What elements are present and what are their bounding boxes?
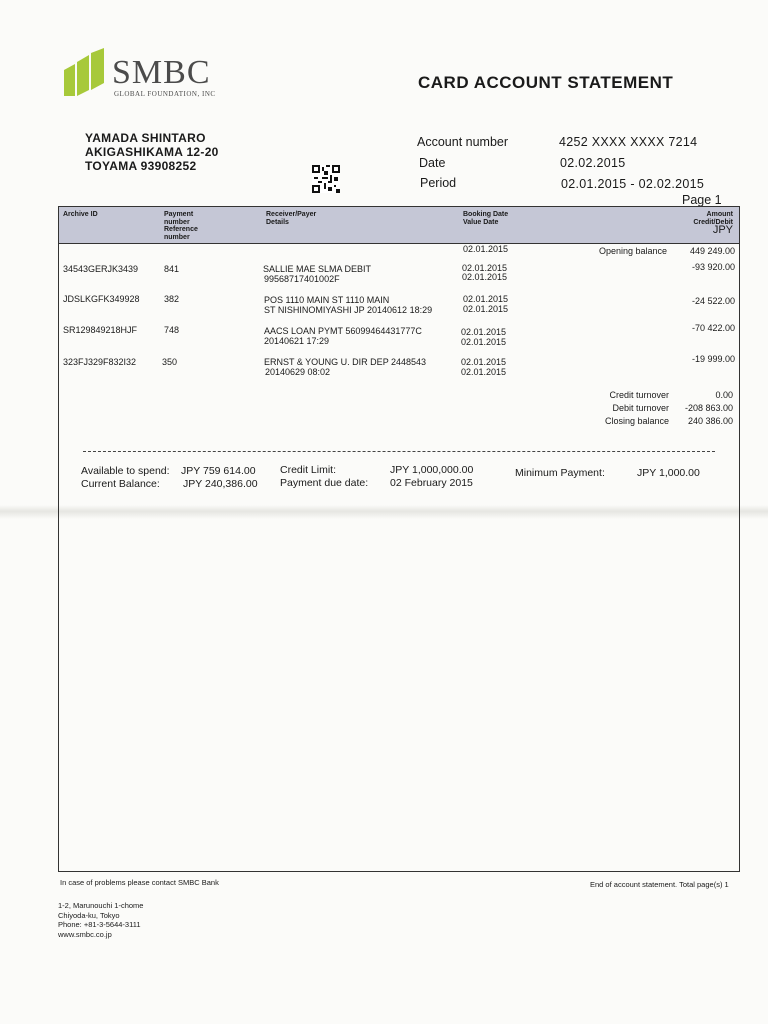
header-details-line: Receiver/Payer <box>266 211 317 218</box>
bank-address-line2: Chiyoda-ku, Tokyo <box>58 910 120 920</box>
row-details-line2: 20140621 17:29 <box>264 336 330 346</box>
opening-amount: 449 249.00 <box>689 246 735 256</box>
minimum-payment-value: JPY 1,000.00 <box>637 467 700 479</box>
available-label: Available to spend: <box>81 465 170 477</box>
header-currency: JPY <box>712 224 733 236</box>
row-archive-id: 323FJ329F832I32 <box>63 357 137 367</box>
header-dates-line: Booking Date <box>463 211 509 218</box>
closing-balance-value: 240 386.00 <box>687 416 733 426</box>
header-amount-line: Amount <box>706 211 733 218</box>
credit-limit-label: Credit Limit: <box>280 464 337 476</box>
row-details-line2: 99568717401002F <box>264 274 340 284</box>
period-label: Period <box>420 176 457 190</box>
row-details-line1: ERNST & YOUNG U. DIR DEP 2448543 <box>264 357 427 367</box>
date-value: 02.02.2015 <box>560 156 626 170</box>
bank-phone: Phone: +81-3-5644-3111 <box>58 920 141 929</box>
customer-address-line1: AKIGASHIKAMA 12-20 <box>85 145 219 159</box>
row-archive-id: JDSLKGFK349928 <box>63 294 140 304</box>
row-booking-date: 02.01.2015 <box>462 263 508 273</box>
page-number: Page 1 <box>682 193 722 207</box>
row-booking-date: 02.01.2015 <box>463 294 509 304</box>
header-amount <box>693 211 733 235</box>
row-archive-id: 34543GERJK3439 <box>63 264 139 274</box>
payment-due-value: 02 February 2015 <box>390 477 473 489</box>
header-payment <box>164 211 198 241</box>
table-header <box>59 207 739 244</box>
row-archive-id: SR129849218HJF <box>63 325 138 335</box>
current-balance-label: Current Balance: <box>81 478 160 490</box>
available-value: JPY 759 614.00 <box>181 465 256 477</box>
bank-address <box>58 901 143 939</box>
row-amount: -19 999.00 <box>691 354 735 364</box>
row-reference: 350 <box>162 357 178 367</box>
row-reference: 382 <box>164 294 180 304</box>
opening-date: 02.01.2015 <box>463 244 509 254</box>
row-reference: 748 <box>164 325 180 335</box>
row-amount: -93 920.00 <box>691 262 735 272</box>
minimum-payment-label: Minimum Payment: <box>515 467 605 479</box>
row-reference: 841 <box>164 264 180 274</box>
header-payment-line: Payment <box>164 211 194 218</box>
row-amount: -70 422.00 <box>691 323 735 333</box>
header-dates-line: Value Date <box>463 218 499 226</box>
smbc-logo-icon <box>62 48 110 98</box>
credit-turnover-label: Credit turnover <box>609 390 669 400</box>
header-payment-line: number <box>164 218 190 226</box>
current-balance-value: JPY 240,386.00 <box>183 478 258 490</box>
header-dates <box>463 211 508 226</box>
header-amount-line: Credit/Debit <box>693 218 733 226</box>
customer-address-line2: TOYAMA 93908252 <box>85 159 197 173</box>
header-payment-line: Reference <box>164 226 198 233</box>
document-title: CARD ACCOUNT STATEMENT <box>418 73 674 92</box>
header-details <box>266 211 316 226</box>
credit-limit-value: JPY 1,000,000.00 <box>390 464 474 476</box>
date-label: Date <box>419 156 446 170</box>
qr-code-icon <box>312 165 340 193</box>
closing-balance-label: Closing balance <box>604 416 669 426</box>
end-of-statement-note: End of account statement. Total page(s) 1 <box>590 880 729 889</box>
account-number-value: 4252 XXXX XXXX 7214 <box>559 135 698 149</box>
account-number-label: Account number <box>417 135 509 149</box>
brand-name: SMBC <box>112 54 211 91</box>
summary-divider <box>83 451 715 452</box>
row-details-line1: POS 1110 MAIN ST 1110 MAIN <box>264 295 390 305</box>
payment-due-label: Payment due date: <box>280 477 369 489</box>
row-value-date: 02.01.2015 <box>463 304 509 314</box>
row-value-date: 02.01.2015 <box>461 337 507 347</box>
credit-turnover-value: 0.00 <box>715 390 733 400</box>
row-booking-date: 02.01.2015 <box>461 327 507 337</box>
opening-label: Opening balance <box>598 246 667 256</box>
period-value: 02.01.2015 - 02.02.2015 <box>561 177 705 191</box>
debit-turnover-label: Debit turnover <box>612 403 669 413</box>
header-payment-line: number <box>164 233 190 241</box>
row-details-line2: ST NISHINOMIYASHI JP 20140612 18:29 <box>264 305 433 315</box>
row-details-line1: SALLIE MAE SLMA DEBIT <box>263 264 372 274</box>
row-value-date: 02.01.2015 <box>461 367 507 377</box>
debit-turnover-value: -208 863.00 <box>684 403 733 413</box>
row-details-line2: 20140629 08:02 <box>265 367 331 377</box>
header-details-line: Details <box>266 218 289 226</box>
row-amount: -24 522.00 <box>691 296 735 306</box>
transactions-table <box>58 206 740 872</box>
customer-name: YAMADA SHINTARO <box>85 131 206 145</box>
bank-website[interactable]: www.smbc.co.jp <box>58 929 112 939</box>
contact-note: In case of problems please contact SMBC Bank <box>60 878 219 887</box>
smbc-logo <box>62 48 262 104</box>
customer-address <box>85 131 219 173</box>
row-details-line1: AACS LOAN PYMT 56099464431777C <box>264 326 422 336</box>
row-value-date: 02.01.2015 <box>462 272 508 282</box>
row-booking-date: 02.01.2015 <box>461 357 507 367</box>
brand-subtitle: GLOBAL FOUNDATION, INC <box>114 90 216 98</box>
header-archive-id: Archive ID <box>63 211 98 218</box>
bank-address-line1: 1-2, Marunouchi 1-chome <box>58 901 144 910</box>
